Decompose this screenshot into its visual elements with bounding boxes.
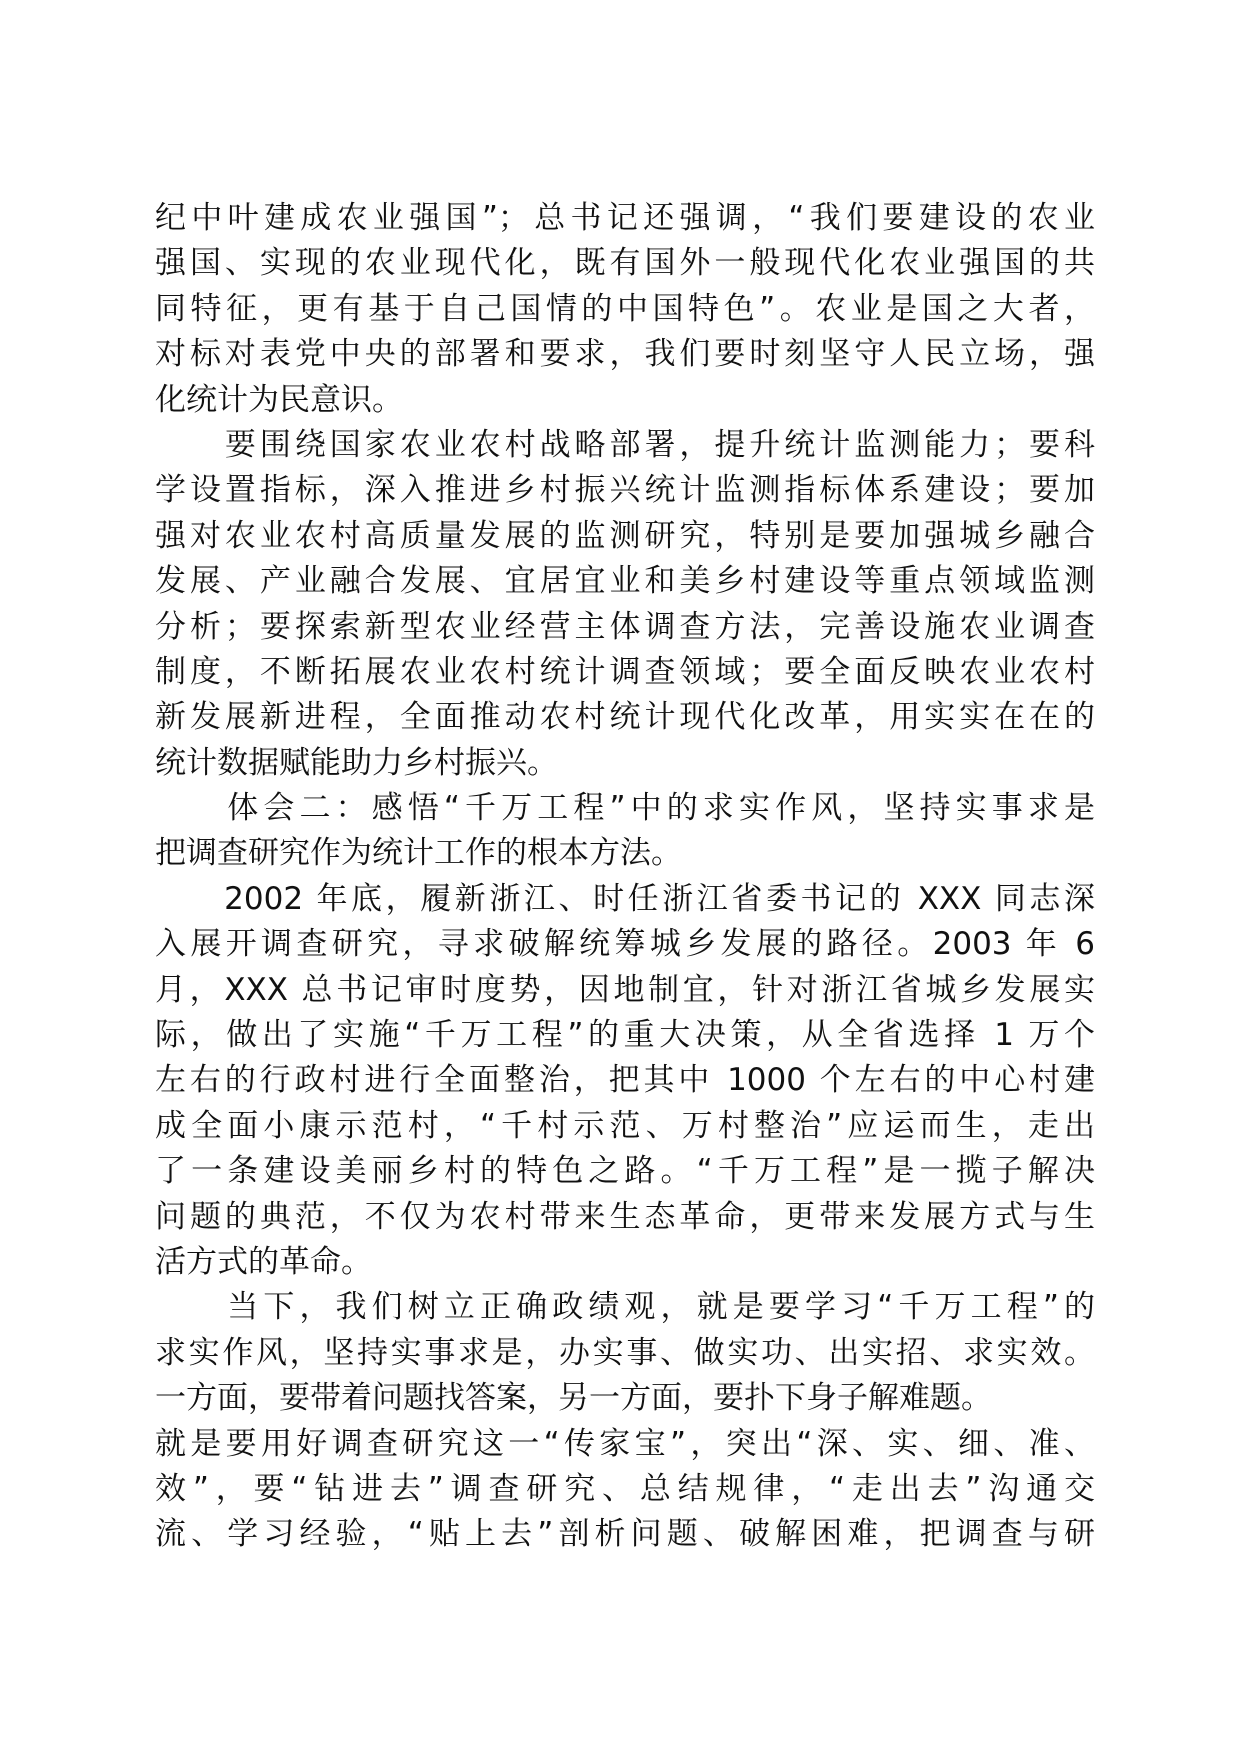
text-line: 了一条建设美丽乡村的特色之路。“千万工程”是一揽子解决 (155, 1153, 1095, 1190)
text-line: 一方面，要带着问题找答案，另一方面，要扑下身子解难题。 (155, 1380, 992, 1417)
text-line: 际，做出了实施“千万工程”的重大决策，从全省选择 1 万个 (155, 1017, 1095, 1054)
text-line: 月，XXX 总书记审时度势，因地制宜，针对浙江省城乡发展实 (155, 971, 1095, 1008)
text-line: 强对农业农村高质量发展的监测研究，特别是要加强城乡融合 (155, 517, 1095, 554)
text-line: 新发展新进程，全面推动农村统计现代化改革，用实实在在的 (155, 699, 1095, 736)
text-line: 统计数据赋能助力乡村振兴。 (155, 744, 558, 781)
text-line: 要围绕国家农业农村战略部署，提升统计监测能力；要科 (155, 426, 1095, 463)
text-line: 学设置指标，深入推进乡村振兴统计监测指标体系建设；要加 (155, 472, 1095, 509)
text-line: 当下，我们树立正确政绩观，就是要学习“千万工程”的 (155, 1289, 1095, 1326)
text-line: 制度，不断拓展农业农村统计调查领域；要全面反映农业农村 (155, 653, 1095, 690)
text-line: 2002 年底，履新浙江、时任浙江省委书记的 XXX 同志深 (155, 880, 1095, 917)
text-line: 成全面小康示范村，“千村示范、万村整治”应运而生，走出 (155, 1107, 1095, 1144)
text-line: 活方式的革命。 (155, 1243, 372, 1280)
text-line: 同特征，更有基于自己国情的中国特色”。农业是国之大者， (155, 290, 1095, 327)
body-text (155, 196, 1095, 1558)
text-line: 就是要用好调查研究这一“传家宝”，突出“深、实、细、准、 (155, 1425, 1095, 1462)
text-line: 效”，要“钻进去”调查研究、总结规律，“走出去”沟通交 (155, 1470, 1095, 1507)
text-line: 纪中叶建成农业强国”；总书记还强调，“我们要建设的农业 (155, 200, 1095, 236)
text-line: 化统计为民意识。 (155, 381, 403, 418)
text-line: 问题的典范，不仅为农村带来生态革命，更带来发展方式与生 (155, 1198, 1095, 1235)
text-line: 入展开调查研究，寻求破解统筹城乡发展的路径。2003 年 6 (155, 926, 1095, 963)
text-line: 体会二：感悟“千万工程”中的求实作风，坚持实事求是 (155, 790, 1095, 827)
text-line: 求实作风，坚持实事求是，办实事、做实功、出实招、求实效。 (155, 1334, 1095, 1371)
text-line: 分析；要探索新型农业经营主体调查方法，完善设施农业调查 (155, 608, 1095, 645)
text-line: 强国、实现的农业现代化，既有国外一般现代化农业强国的共 (155, 245, 1095, 282)
text-line: 发展、产业融合发展、宜居宜业和美乡村建设等重点领域监测 (155, 563, 1095, 600)
text-line: 把调查研究作为统计工作的根本方法。 (155, 835, 682, 872)
text-line: 对标对表党中央的部署和要求，我们要时刻坚守人民立场，强 (155, 336, 1095, 373)
text-line: 左右的行政村进行全面整治，把其中 1000 个左右的中心村建 (155, 1062, 1095, 1099)
text-line: 流、学习经验，“贴上去”剖析问题、破解困难，把调查与研 (155, 1516, 1095, 1553)
